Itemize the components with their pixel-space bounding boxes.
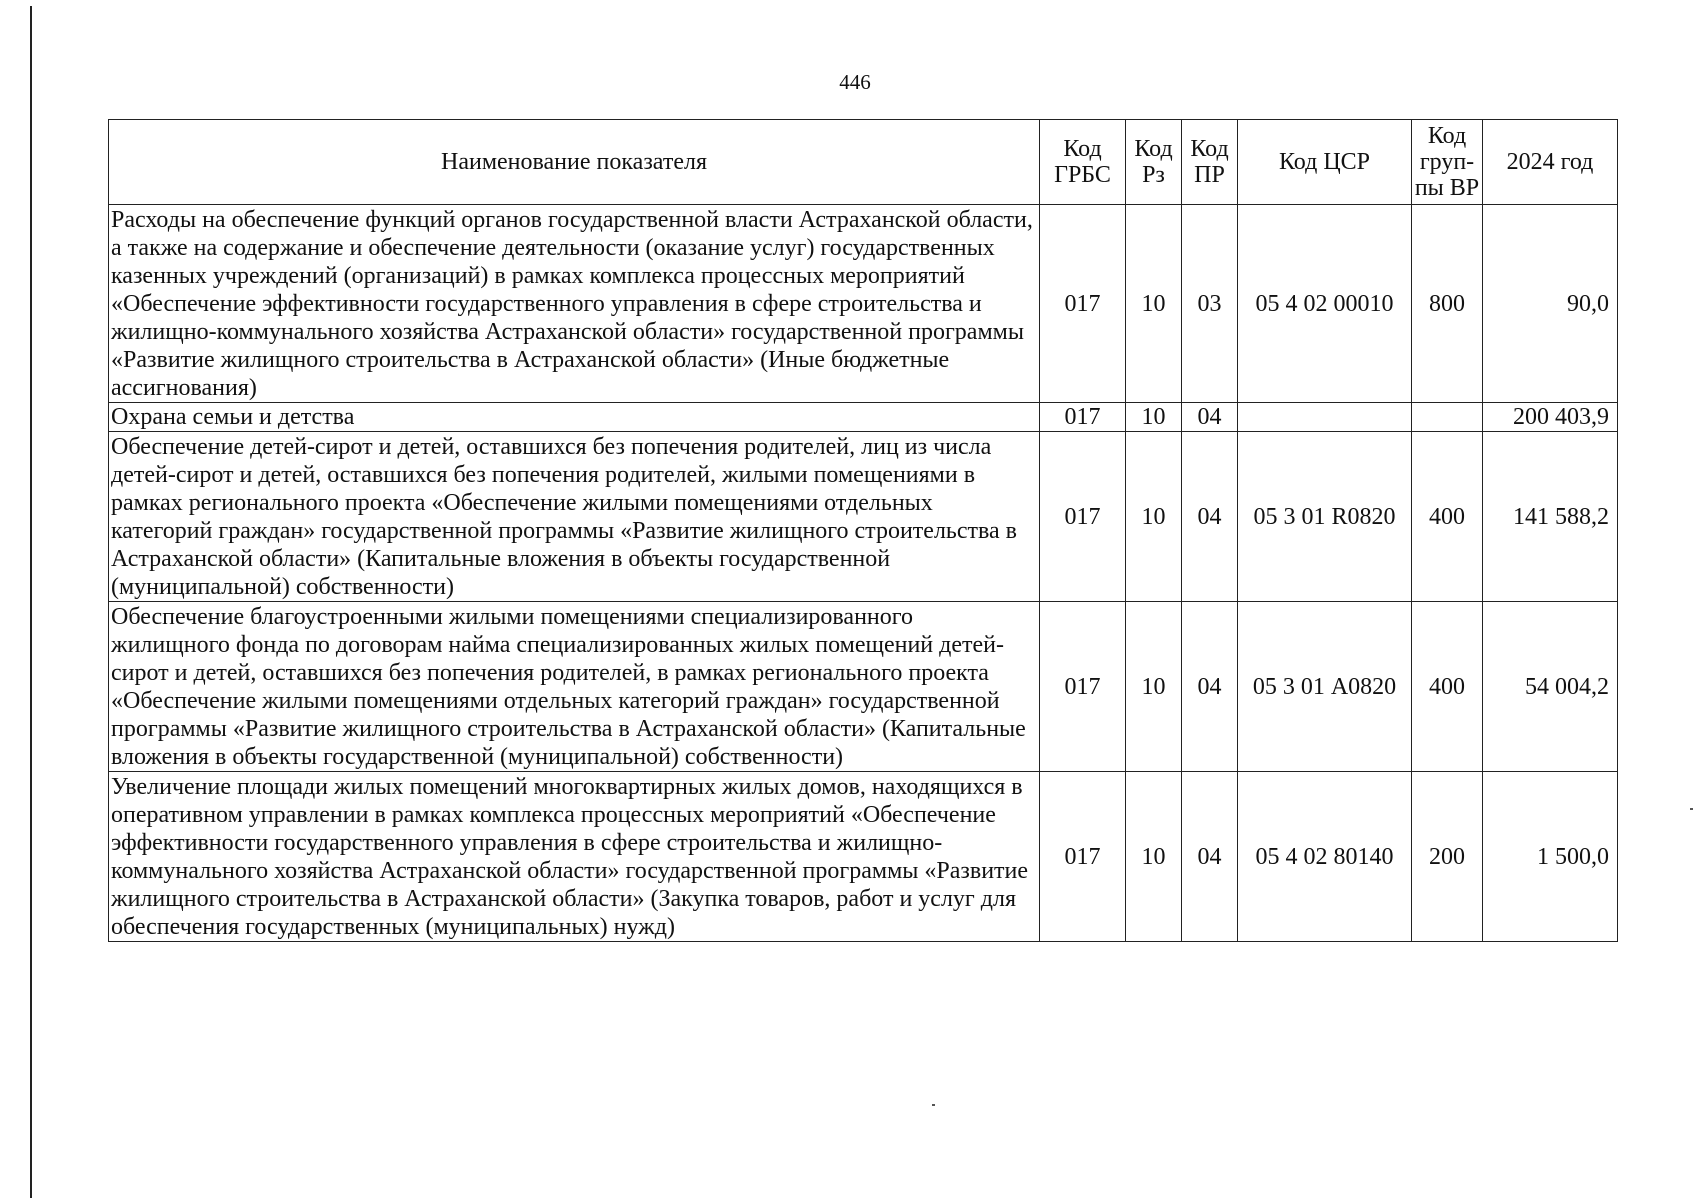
row-vr: 400 bbox=[1412, 602, 1483, 772]
header-vr: Код груп-пы ВР bbox=[1412, 120, 1483, 205]
row-csr: 05 4 02 00010 bbox=[1238, 205, 1412, 403]
header-pr: Код ПР bbox=[1182, 120, 1238, 205]
row-name: Обеспечение благоустроенными жилыми помещениями специализированного жилищного фонда по договорам найма специализированных жилых помещений детей-сирот и детей, оставшихся без попечения родителей, в рамках регионального проекта «Обеспечение жилыми помещениями отдельных категорий граждан» государственной программы «Развитие жилищного строительства в Астраханской области» (Капитальные вложения в объекты государственной (муниципальной) собственности) bbox=[109, 602, 1040, 772]
row-vr bbox=[1412, 403, 1483, 432]
row-amount: 54 004,2 bbox=[1483, 602, 1618, 772]
page-number: 446 bbox=[839, 70, 871, 94]
table-row bbox=[109, 205, 1618, 403]
row-amount: 141 588,2 bbox=[1483, 432, 1618, 602]
row-amount: 1 500,0 bbox=[1483, 772, 1618, 942]
header-csr: Код ЦСР bbox=[1238, 120, 1412, 205]
row-grbs: 017 bbox=[1040, 205, 1126, 403]
row-csr: 05 3 01 R0820 bbox=[1238, 432, 1412, 602]
header-year: 2024 год bbox=[1483, 120, 1618, 205]
row-name: Охрана семьи и детства bbox=[109, 403, 1040, 432]
row-pr: 04 bbox=[1182, 772, 1238, 942]
table-row bbox=[109, 432, 1618, 602]
row-rz: 10 bbox=[1126, 403, 1182, 432]
row-amount: 90,0 bbox=[1483, 205, 1618, 403]
row-grbs: 017 bbox=[1040, 432, 1126, 602]
table-row bbox=[109, 403, 1618, 432]
row-csr: 05 3 01 А0820 bbox=[1238, 602, 1412, 772]
row-name: Расходы на обеспечение функций органов государственной власти Астраханской области, а также на содержание и обеспечение деятельности (оказание услуг) государственных казенных учреждений (организаций) в рамках комплекса процессных мероприятий «Обеспечение эффективности государственного управления в сфере строительства и жилищно-коммунального хозяйства Астраханской области» государственной программы «Развитие жилищного строительства в Астраханской области» (Иные бюджетные ассигнования) bbox=[109, 205, 1040, 403]
row-vr: 400 bbox=[1412, 432, 1483, 602]
row-vr: 200 bbox=[1412, 772, 1483, 942]
row-amount: 200 403,9 bbox=[1483, 403, 1618, 432]
row-pr: 04 bbox=[1182, 432, 1238, 602]
row-vr: 800 bbox=[1412, 205, 1483, 403]
scan-margin-line bbox=[30, 6, 32, 1198]
row-pr: 03 bbox=[1182, 205, 1238, 403]
table-header-row bbox=[109, 120, 1618, 205]
row-rz: 10 bbox=[1126, 772, 1182, 942]
row-grbs: 017 bbox=[1040, 602, 1126, 772]
row-grbs: 017 bbox=[1040, 403, 1126, 432]
row-rz: 10 bbox=[1126, 205, 1182, 403]
row-rz: 10 bbox=[1126, 432, 1182, 602]
header-rz: Код Рз bbox=[1126, 120, 1182, 205]
row-pr: 04 bbox=[1182, 602, 1238, 772]
scan-speck bbox=[932, 1104, 935, 1106]
row-name: Увеличение площади жилых помещений многоквартирных жилых домов, находящихся в оперативном управлении в рамках комплекса процессных мероприятий «Обеспечение эффективности государственного управления в сфере строительства и жилищно-коммунального хозяйства Астраханской области» государственной программы «Развитие жилищного строительства в Астраханской области» (Закупка товаров, работ и услуг для обеспечения государственных (муниципальных) нужд) bbox=[109, 772, 1040, 942]
row-name: Обеспечение детей-сирот и детей, оставшихся без попечения родителей, лиц из числа детей-сирот и детей, оставшихся без попечения родителей, жилыми помещениями в рамках регионального проекта «Обеспечение жилыми помещениями отдельных категорий граждан» государственной программы «Развитие жилищного строительства в Астраханской области» (Капитальные вложения в объекты государственной (муниципальной) собственности) bbox=[109, 432, 1040, 602]
table-row bbox=[109, 772, 1618, 942]
scan-speck bbox=[1690, 808, 1693, 810]
header-name: Наименование показателя bbox=[109, 120, 1040, 205]
header-grbs: Код ГРБС bbox=[1040, 120, 1126, 205]
row-csr: 05 4 02 80140 bbox=[1238, 772, 1412, 942]
budget-table bbox=[108, 119, 1618, 942]
row-grbs: 017 bbox=[1040, 772, 1126, 942]
row-csr bbox=[1238, 403, 1412, 432]
table-row bbox=[109, 602, 1618, 772]
row-rz: 10 bbox=[1126, 602, 1182, 772]
row-pr: 04 bbox=[1182, 403, 1238, 432]
